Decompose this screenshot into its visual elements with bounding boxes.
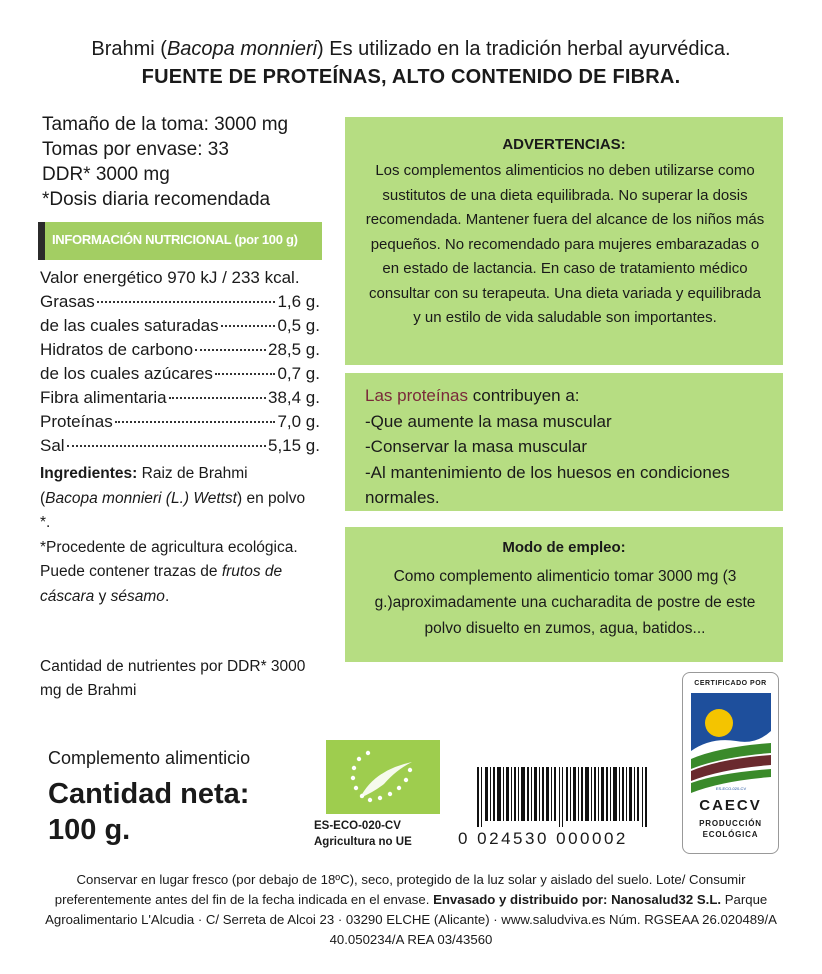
organic-note: *Procedente de agricultura ecológica. [40,538,298,556]
footer-legal [30,870,792,950]
eu-leaf-icon [326,740,440,814]
barcode-number: 0 024530 000002 [458,829,628,848]
allergen-italic: sésamo [110,587,165,605]
proteins-box [345,373,783,511]
dot-leader [215,373,276,375]
dot-leader [97,301,276,303]
eu-organic-code: ES-ECO-020-CV [314,820,401,832]
nutrition-title-bar [38,222,322,260]
footer-address: Parque Agroalimentario L'Alcudia · C/ Serreta de Alcoi 23 · 03290 ELCHE (Alicante) · www.saludviva.es Núm. RGSEAA 26.020489/A 40.050234/A REA 03/43560 [45,892,777,947]
header-description [0,38,822,61]
nutrient-value: 5,15 g. [268,436,320,455]
nutrition-row [40,364,320,388]
nutrition-row [40,412,320,436]
nutrient-label: de los cuales azúcares [40,364,213,383]
header-text: Brahmi ( [91,38,167,60]
dot-leader [67,445,266,447]
servings-per-pack: Tomas por envase: 33 [42,139,229,160]
proteins-intro [365,383,775,409]
nutrient-label: Hidratos de carbono [40,340,194,359]
dot-leader [169,397,266,399]
warnings-text: Los complementos alimenticios no deben utilizarse como sustitutos de una dieta equilibrada. No superar la dosis recomendada. Mantener fuera del alcance de los niños más pequeños. No recomendado para mujeres embarazadas o en estado de lactancia. En caso de tratamiento médico consultar con su terapeuta. Una dieta variada y equilibrada y un estilo de vida saludable son importantes. [365,162,765,326]
caecv-seal [682,672,779,854]
proteins-intro-text: contribuyen a: [468,386,580,405]
nutrition-row [40,388,320,412]
dot-leader [115,421,276,423]
nutrient-value: 38,4 g. [268,388,320,407]
allergen-text: y [94,587,111,605]
usage-box [345,527,783,662]
warnings-box [345,117,783,365]
nutrition-row [40,436,320,460]
nutrition-row [40,340,320,364]
ingredients-block [40,462,308,609]
nutrient-value: 1,6 g. [277,292,320,311]
serving-info [42,112,288,212]
nutrient-value: 28,5 g. [268,340,320,359]
caecv-code: ES-ECO-020-CV [715,786,747,791]
footer-distributor: Envasado y distribuido por: Nanosalud32 S.L. [433,892,722,907]
usage-text: Como complemento alimenticio tomar 3000 mg (3 g.)aproximadamente una cucharadita de postre de este polvo disuelto en zumos, agua, batidos... [374,568,756,637]
footer-storage: Conservar en lugar fresco (por debajo de 18ºC), seco, protegido de la luz solar y aislado del suelo. Lote/ Consumir preferentemente antes del fin de la fecha indicada en el envase. [54,872,746,907]
energy-value: Valor energético 970 kJ / 233 kcal. [40,268,300,287]
dot-leader [195,349,266,351]
ingredients-label: Ingredientes: [40,465,138,482]
usage-title: Modo de empleo: [502,539,626,556]
dot-leader [221,325,276,327]
header-claim: FUENTE DE PROTEÍNAS, ALTO CONTENIDO DE FIBRA. [141,66,681,88]
certifier-name: CAECV [699,797,762,814]
protein-benefit: -Conservar la masa muscular [365,437,588,456]
eu-organic-origin: Agricultura no UE [314,836,412,848]
ingredients-part: Raiz de Brahmi ( [40,465,248,507]
certifier-line2: ECOLÓGICA [702,830,759,839]
eu-organic-label [314,818,454,850]
nutrition-title: INFORMACIÓN NUTRICIONAL (por 100 g) [52,232,298,247]
ddr-note: *Dosis diaria recomendada [42,189,271,210]
certified-by: CERTIFICADO POR [694,680,767,687]
net-quantity-value: 100 g. [48,814,131,846]
proteins-text [365,383,775,511]
product-type: Complemento alimenticio [48,748,251,768]
ingredients-text [40,462,308,536]
protein-benefit: -Que aumente la masa muscular [365,411,612,431]
nutrient-label: de las cuales saturadas [40,316,219,335]
allergen-italic: frutos de cáscara [40,563,283,605]
ingredients-latin: Bacopa monnieri (L.) Wettst [45,489,237,507]
nutrition-row [40,292,320,316]
ingredients-part: ) en polvo *. [40,489,306,531]
nutrient-label: Sal [40,436,65,455]
nutrient-value: 0,7 g. [277,364,320,383]
allergen-text: Puede contener trazas de [40,563,222,580]
header-text-end: ) Es utilizado en la tradición herbal ayurvédica. [317,38,731,60]
ddr: DDR* 3000 mg [42,164,170,185]
nutrient-label: Grasas [40,292,95,311]
nutrient-label: Fibra alimentaria [40,388,167,407]
header-latin-name: Bacopa monnieri [166,38,318,60]
proteins-highlight: Las proteínas [365,386,469,405]
nutrition-row [40,316,320,340]
warnings-title: ADVERTENCIAS: [502,136,626,153]
allergen-text: . [164,587,170,605]
eu-organic-logo [326,740,440,814]
net-quantity-label: Cantidad neta: [48,778,250,810]
nutrient-value: 7,0 g. [277,412,320,431]
certifier-line1: PRODUCCIÓN [699,819,762,828]
barcode-icon [477,767,652,827]
nutrient-label: Proteínas [40,412,113,431]
allergen-note [40,560,308,609]
title-bar-edge [38,222,45,260]
caecv-emblem-icon [691,693,771,793]
nutrient-value: 0,5 g. [277,316,320,335]
serving-size: Tamaño de la toma: 3000 mg [42,114,289,135]
nutrient-quantity-note: Cantidad de nutrientes por DDR* 3000 mg de Brahmi [40,658,306,699]
protein-benefit: -Al mantenimiento de los huesos en condiciones normales. [365,462,730,507]
